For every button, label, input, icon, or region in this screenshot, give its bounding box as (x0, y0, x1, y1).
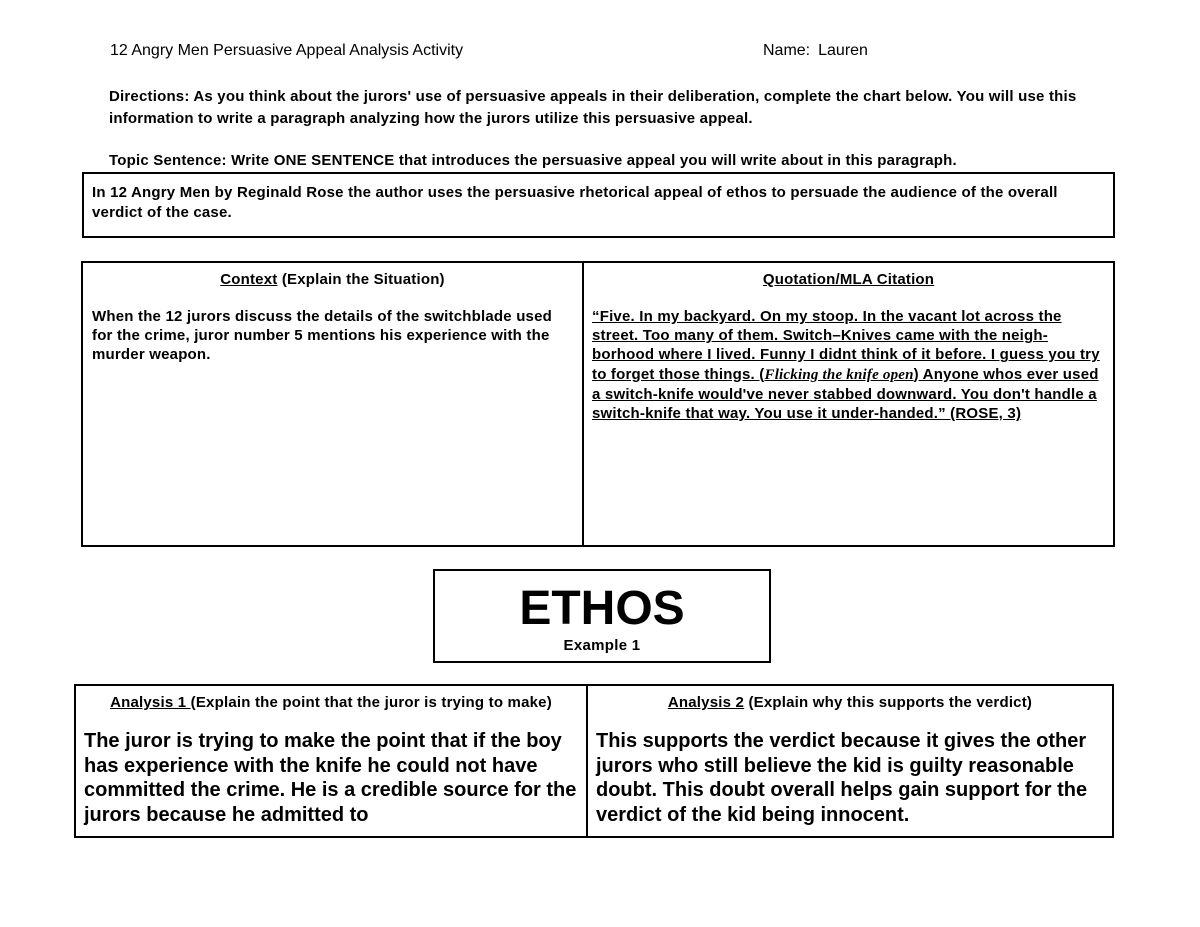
quotation-stage-direction: Flicking the knife open (764, 366, 914, 383)
topic-sentence-prompt: Topic Sentence: Write ONE SENTENCE that introduces the persuasive appeal you will write about in this paragraph. (109, 152, 957, 169)
appeal-example-label: Example 1 (563, 637, 641, 654)
context-heading (91, 271, 574, 288)
name-label: Name: (763, 42, 811, 59)
topic-sentence-box (82, 172, 1115, 238)
name-value: Lauren (818, 42, 868, 59)
context-quotation-table (81, 261, 1115, 547)
analysis-1-heading-label: Analysis 1 (110, 694, 191, 711)
analysis-1-heading-hint: (Explain the point that the juror is trying to make) (190, 694, 552, 711)
analysis-1-text: The juror is trying to make the point that if the boy has experience with the knife he could not have committed the crime. He is a credible source for the jurors because he admitted to (84, 730, 577, 826)
directions-text: Directions: As you think about the jurors' use of persuasive appeals in their deliberation, complete the chart below. You will use this information to write a paragraph analyzing how the jurors utilize this persuasive appeal. (109, 88, 1077, 127)
analysis-table (74, 684, 1114, 838)
appeal-label-box (433, 569, 771, 663)
quotation-cell (584, 263, 1113, 545)
context-text: When the 12 jurors discuss the details of the switchblade used for the crime, juror number 5 mentions his experience with the murder weapon. (92, 308, 552, 363)
analysis-1-heading (84, 694, 578, 711)
analysis-2-heading-hint: (Explain why this supports the verdict) (744, 694, 1033, 711)
quotation-heading (592, 271, 1105, 288)
quotation-text (592, 307, 1105, 423)
analysis-2-heading (596, 694, 1104, 711)
document-title: 12 Angry Men Persuasive Appeal Analysis Activity (110, 42, 464, 59)
quotation-part-2: ) Anyone whos ever used a switch-knife would've never stabbed downward. You don't handle a switch-knife that way. You use it under-handed.” (ROSE, 3) (592, 365, 1099, 423)
student-name (763, 42, 868, 60)
analysis-2-cell (588, 686, 1112, 836)
topic-sentence-answer: In 12 Angry Men by Reginald Rose the author uses the persuasive rhetorical appeal of ethos to persuade the audience of the overall verdict of the case. (92, 184, 1058, 221)
context-cell (83, 263, 584, 545)
quotation-heading-label: Quotation/MLA Citation (762, 271, 935, 288)
analysis-1-cell (76, 686, 588, 836)
context-heading-label: Context (220, 271, 278, 288)
analysis-2-heading-label: Analysis 2 (667, 694, 745, 711)
analysis-2-text: This supports the verdict because it gives the other jurors who still believe the kid is guilty reasonable doubt. This doubt overall helps gain support for the verdict of the kid being innocent. (596, 730, 1088, 826)
context-heading-hint: (Explain the Situation) (277, 271, 445, 288)
appeal-title: ETHOS (519, 582, 685, 635)
quotation-part-1: “Five. In my backyard. On my stoop. In the vacant lot across the street. Too many of them. Switch–Knives came with the neigh-borhood where I lived. Funny I didnt think of it before. I guess you try to forget those things. ( (592, 308, 1100, 383)
